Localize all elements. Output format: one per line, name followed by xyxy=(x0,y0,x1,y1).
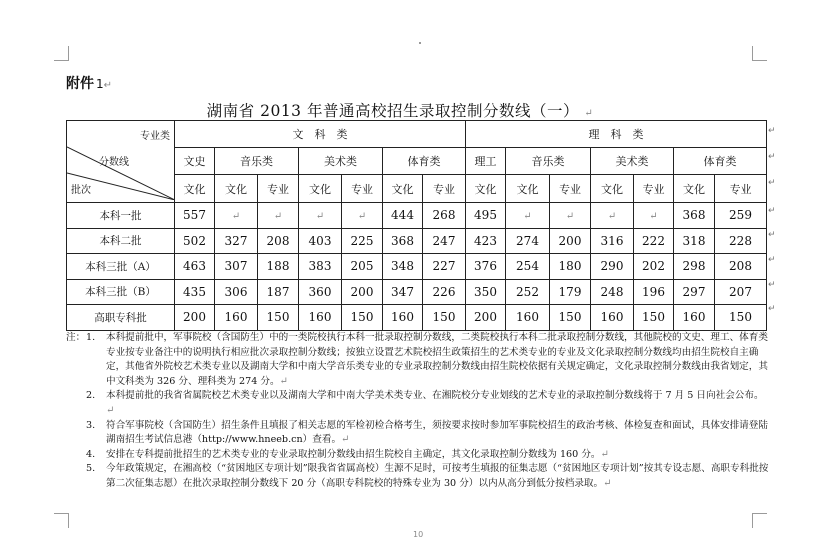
paragraph-mark: ↵ xyxy=(603,477,612,489)
score-cell: 160 xyxy=(383,305,423,331)
corner-label-score: 分数线 xyxy=(99,157,129,168)
paragraph-mark: ↵ xyxy=(584,108,594,119)
score-cell: 298 xyxy=(674,254,715,280)
note-item xyxy=(66,448,771,463)
note-item xyxy=(66,462,771,491)
row-end-mark: ↵ xyxy=(768,152,776,162)
score-cell xyxy=(634,203,674,229)
score-cell: 268 xyxy=(423,203,466,229)
score-cell: 180 xyxy=(550,254,591,280)
column-header-cell: 文化 xyxy=(175,175,215,203)
score-table-body xyxy=(67,121,767,331)
column-header-cell: 专业 xyxy=(258,175,299,203)
empty-cell-mark: ↵ xyxy=(523,211,532,223)
column-header-cell: 文化 xyxy=(591,175,634,203)
note-text: 符合军事院校（含国防生）招生条件且填报了相关志愿的军检初检合格考生，须按要求按时参加军事院校招生的政治考核、体检复查和面试，具体安排请登陆湖南招生考试信息港（http://www.hneeb.cn）查看。 xyxy=(106,419,768,446)
header-row-groups xyxy=(67,121,767,148)
row-end-mark: ↵ xyxy=(768,230,776,240)
score-cell: 348 xyxy=(383,254,423,280)
score-cell: 200 xyxy=(175,305,215,331)
score-cell xyxy=(591,203,634,229)
row-end-mark: ↵ xyxy=(768,206,776,216)
score-cell: 160 xyxy=(299,305,342,331)
crop-mark-top-left xyxy=(54,46,69,61)
score-cell: 196 xyxy=(634,279,674,305)
score-cell: 290 xyxy=(591,254,634,280)
note-item xyxy=(66,331,771,389)
score-cell: 150 xyxy=(423,305,466,331)
score-cell: 368 xyxy=(674,203,715,229)
corner-cell xyxy=(67,121,175,203)
note-number: 4. xyxy=(86,448,96,460)
score-cell: 444 xyxy=(383,203,423,229)
row-label: 本科三批（B） xyxy=(67,279,175,305)
column-header-cell: 专业 xyxy=(715,175,767,203)
score-cell: 502 xyxy=(175,228,215,254)
score-cell: 495 xyxy=(466,203,506,229)
empty-cell-mark: ↵ xyxy=(607,211,617,223)
score-cell: 383 xyxy=(299,254,342,280)
score-cell: 200 xyxy=(342,279,383,305)
corner-label-major: 专业类 xyxy=(140,131,170,142)
empty-cell-mark: ↵ xyxy=(315,211,325,223)
score-cell: 368 xyxy=(383,228,423,254)
notes-section xyxy=(66,331,771,492)
score-cell xyxy=(299,203,342,229)
crop-mark-bottom-right xyxy=(752,513,767,528)
column-header-cell: 文化 xyxy=(506,175,550,203)
row-end-mark: ↵ xyxy=(768,178,776,188)
score-cell: 557 xyxy=(175,203,215,229)
table-row xyxy=(67,203,767,229)
note-text: 安排在专科提前批招生的艺术类专业的专业录取控制分数线由招生院校自主确定，其文化录取控制分数线为 160 分。 xyxy=(106,448,601,460)
attachment-number: 1 xyxy=(96,77,104,91)
score-cell: 318 xyxy=(674,228,715,254)
subgroup-cell: 理工 xyxy=(466,148,506,175)
score-cell: 188 xyxy=(258,254,299,280)
score-cell: 252 xyxy=(506,279,550,305)
paragraph-mark: ↵ xyxy=(106,404,115,416)
notes-label: 注： xyxy=(66,332,86,343)
row-label: 本科二批 xyxy=(67,228,175,254)
row-label: 本科三批（A） xyxy=(67,254,175,280)
empty-cell-mark: ↵ xyxy=(649,211,658,223)
table-row xyxy=(67,254,767,280)
score-cell: 227 xyxy=(423,254,466,280)
score-cell: 435 xyxy=(175,279,215,305)
score-cell xyxy=(258,203,299,229)
paragraph-mark: ↵ xyxy=(279,375,288,387)
column-header-cell: 文化 xyxy=(466,175,506,203)
score-cell: 463 xyxy=(175,254,215,280)
note-number: 3. xyxy=(86,419,96,431)
column-header-cell: 文化 xyxy=(215,175,258,203)
subgroup-cell: 美术类 xyxy=(299,148,383,175)
row-end-mark: ↵ xyxy=(768,255,776,265)
score-cell: 376 xyxy=(466,254,506,280)
score-cell: 306 xyxy=(215,279,258,305)
subgroup-cell: 文史 xyxy=(175,148,215,175)
score-cell: 307 xyxy=(215,254,258,280)
score-cell: 179 xyxy=(550,279,591,305)
score-table xyxy=(66,120,767,331)
document-title xyxy=(140,99,660,121)
note-text: 本科提前批中，军事院校（含国防生）中的一类院校执行本科一批录取控制分数线，二类院校执行本科二批录取控制分数线，其他院校的文史、理工、体育类专业按专业备注中的说明执行相应批次录取控制分数线；按独立设置艺术院校招生政策招生的艺术类专业的专业及文化录取控制分数线均由招生院校自主确定，其他省外院校艺术类专业以及湖南大学和中南大学音乐类专业的专业录取控制分数线由招生院校依据有关规定确定，文化录取控制分数线由我省划定，其中文科类为 326 分、理科类为 274 分。 xyxy=(106,332,768,387)
score-cell: 208 xyxy=(715,254,767,280)
score-cell: 150 xyxy=(550,305,591,331)
paragraph-mark: ↵ xyxy=(600,448,609,460)
header-dot xyxy=(419,42,421,44)
score-cell: 160 xyxy=(674,305,715,331)
note-item xyxy=(66,389,771,418)
score-cell: 226 xyxy=(423,279,466,305)
empty-cell-mark: ↵ xyxy=(357,211,367,223)
table-row xyxy=(67,279,767,305)
score-cell: 207 xyxy=(715,279,767,305)
score-cell: 200 xyxy=(550,228,591,254)
score-cell: 202 xyxy=(634,254,674,280)
score-cell: 228 xyxy=(715,228,767,254)
score-cell: 360 xyxy=(299,279,342,305)
score-cell: 205 xyxy=(342,254,383,280)
corner-label-batch: 批次 xyxy=(71,185,91,196)
group-science: 理 科 类 xyxy=(466,121,767,148)
score-cell: 160 xyxy=(591,305,634,331)
column-header-cell: 文化 xyxy=(674,175,715,203)
score-cell: 150 xyxy=(715,305,767,331)
row-end-mark: ↵ xyxy=(768,280,776,290)
score-cell: 248 xyxy=(591,279,634,305)
note-number: 1. xyxy=(86,332,96,343)
table-row xyxy=(67,305,767,331)
row-end-mark: ↵ xyxy=(768,126,776,136)
empty-cell-mark: ↵ xyxy=(273,211,283,223)
column-header-cell: 文化 xyxy=(383,175,423,203)
group-arts: 文 科 类 xyxy=(175,121,466,148)
score-cell: 254 xyxy=(506,254,550,280)
subgroup-cell: 音乐类 xyxy=(506,148,591,175)
note-number: 5. xyxy=(86,463,96,475)
document-title-text: 湖南省 2013 年普通高校招生录取控制分数线（一） xyxy=(206,102,579,120)
score-cell: 150 xyxy=(258,305,299,331)
paragraph-mark: ↵ xyxy=(103,80,113,91)
column-header-cell: 专业 xyxy=(634,175,674,203)
score-cell xyxy=(550,203,591,229)
score-cell xyxy=(506,203,550,229)
score-cell: 423 xyxy=(466,228,506,254)
score-cell xyxy=(342,203,383,229)
row-label: 本科一批 xyxy=(67,203,175,229)
empty-cell-mark: ↵ xyxy=(231,211,241,223)
page-number: 10 xyxy=(413,530,424,539)
score-cell: 347 xyxy=(383,279,423,305)
score-cell: 200 xyxy=(466,305,506,331)
score-cell: 225 xyxy=(342,228,383,254)
crop-mark-bottom-left xyxy=(54,513,69,528)
note-text: 今年政策规定，在湘高校（“贫困地区专项计划”限我省省属高校）生源不足时，可按考生填报的征集志愿（“贫困地区专项计划”按其专设志愿、高职专科批按第二次征集志愿）在批次录取控制分数线下 20 分（高职专科院校的特殊专业为 30 分）以内从高分到低分按档录取。 xyxy=(106,463,769,489)
score-cell: 274 xyxy=(506,228,550,254)
score-cell: 327 xyxy=(215,228,258,254)
score-cell: 160 xyxy=(506,305,550,331)
subgroup-cell: 音乐类 xyxy=(215,148,299,175)
score-cell: 160 xyxy=(215,305,258,331)
paragraph-mark: ↵ xyxy=(341,434,350,446)
score-cell: 150 xyxy=(342,305,383,331)
attachment-label-text: 附件 xyxy=(66,76,94,92)
score-cell: 187 xyxy=(258,279,299,305)
empty-cell-mark: ↵ xyxy=(565,211,575,223)
column-header-cell: 专业 xyxy=(550,175,591,203)
attachment-label xyxy=(66,73,112,93)
column-header-cell: 专业 xyxy=(342,175,383,203)
row-label: 高职专科批 xyxy=(67,305,175,331)
score-cell xyxy=(215,203,258,229)
score-cell: 150 xyxy=(634,305,674,331)
table-row xyxy=(67,228,767,254)
score-cell: 350 xyxy=(466,279,506,305)
note-number: 2. xyxy=(86,390,96,402)
subgroup-cell: 体育类 xyxy=(674,148,767,175)
note-item xyxy=(66,419,771,448)
score-cell: 222 xyxy=(634,228,674,254)
score-cell: 316 xyxy=(591,228,634,254)
subgroup-cell: 体育类 xyxy=(383,148,466,175)
score-cell: 297 xyxy=(674,279,715,305)
score-cell: 403 xyxy=(299,228,342,254)
column-header-cell: 专业 xyxy=(423,175,466,203)
score-cell: 208 xyxy=(258,228,299,254)
score-cell: 259 xyxy=(715,203,767,229)
crop-mark-top-right xyxy=(752,46,767,61)
column-header-cell: 文化 xyxy=(299,175,342,203)
row-end-mark: ↵ xyxy=(768,304,776,314)
score-cell: 247 xyxy=(423,228,466,254)
note-text: 本科提前批的我省省属院校艺术类专业以及湖南大学和中南大学美术类专业、在湘院校分专业划线的艺术专业的录取控制分数线将于 7 月 5 日向社会公布。 xyxy=(106,390,764,402)
subgroup-cell: 美术类 xyxy=(591,148,674,175)
